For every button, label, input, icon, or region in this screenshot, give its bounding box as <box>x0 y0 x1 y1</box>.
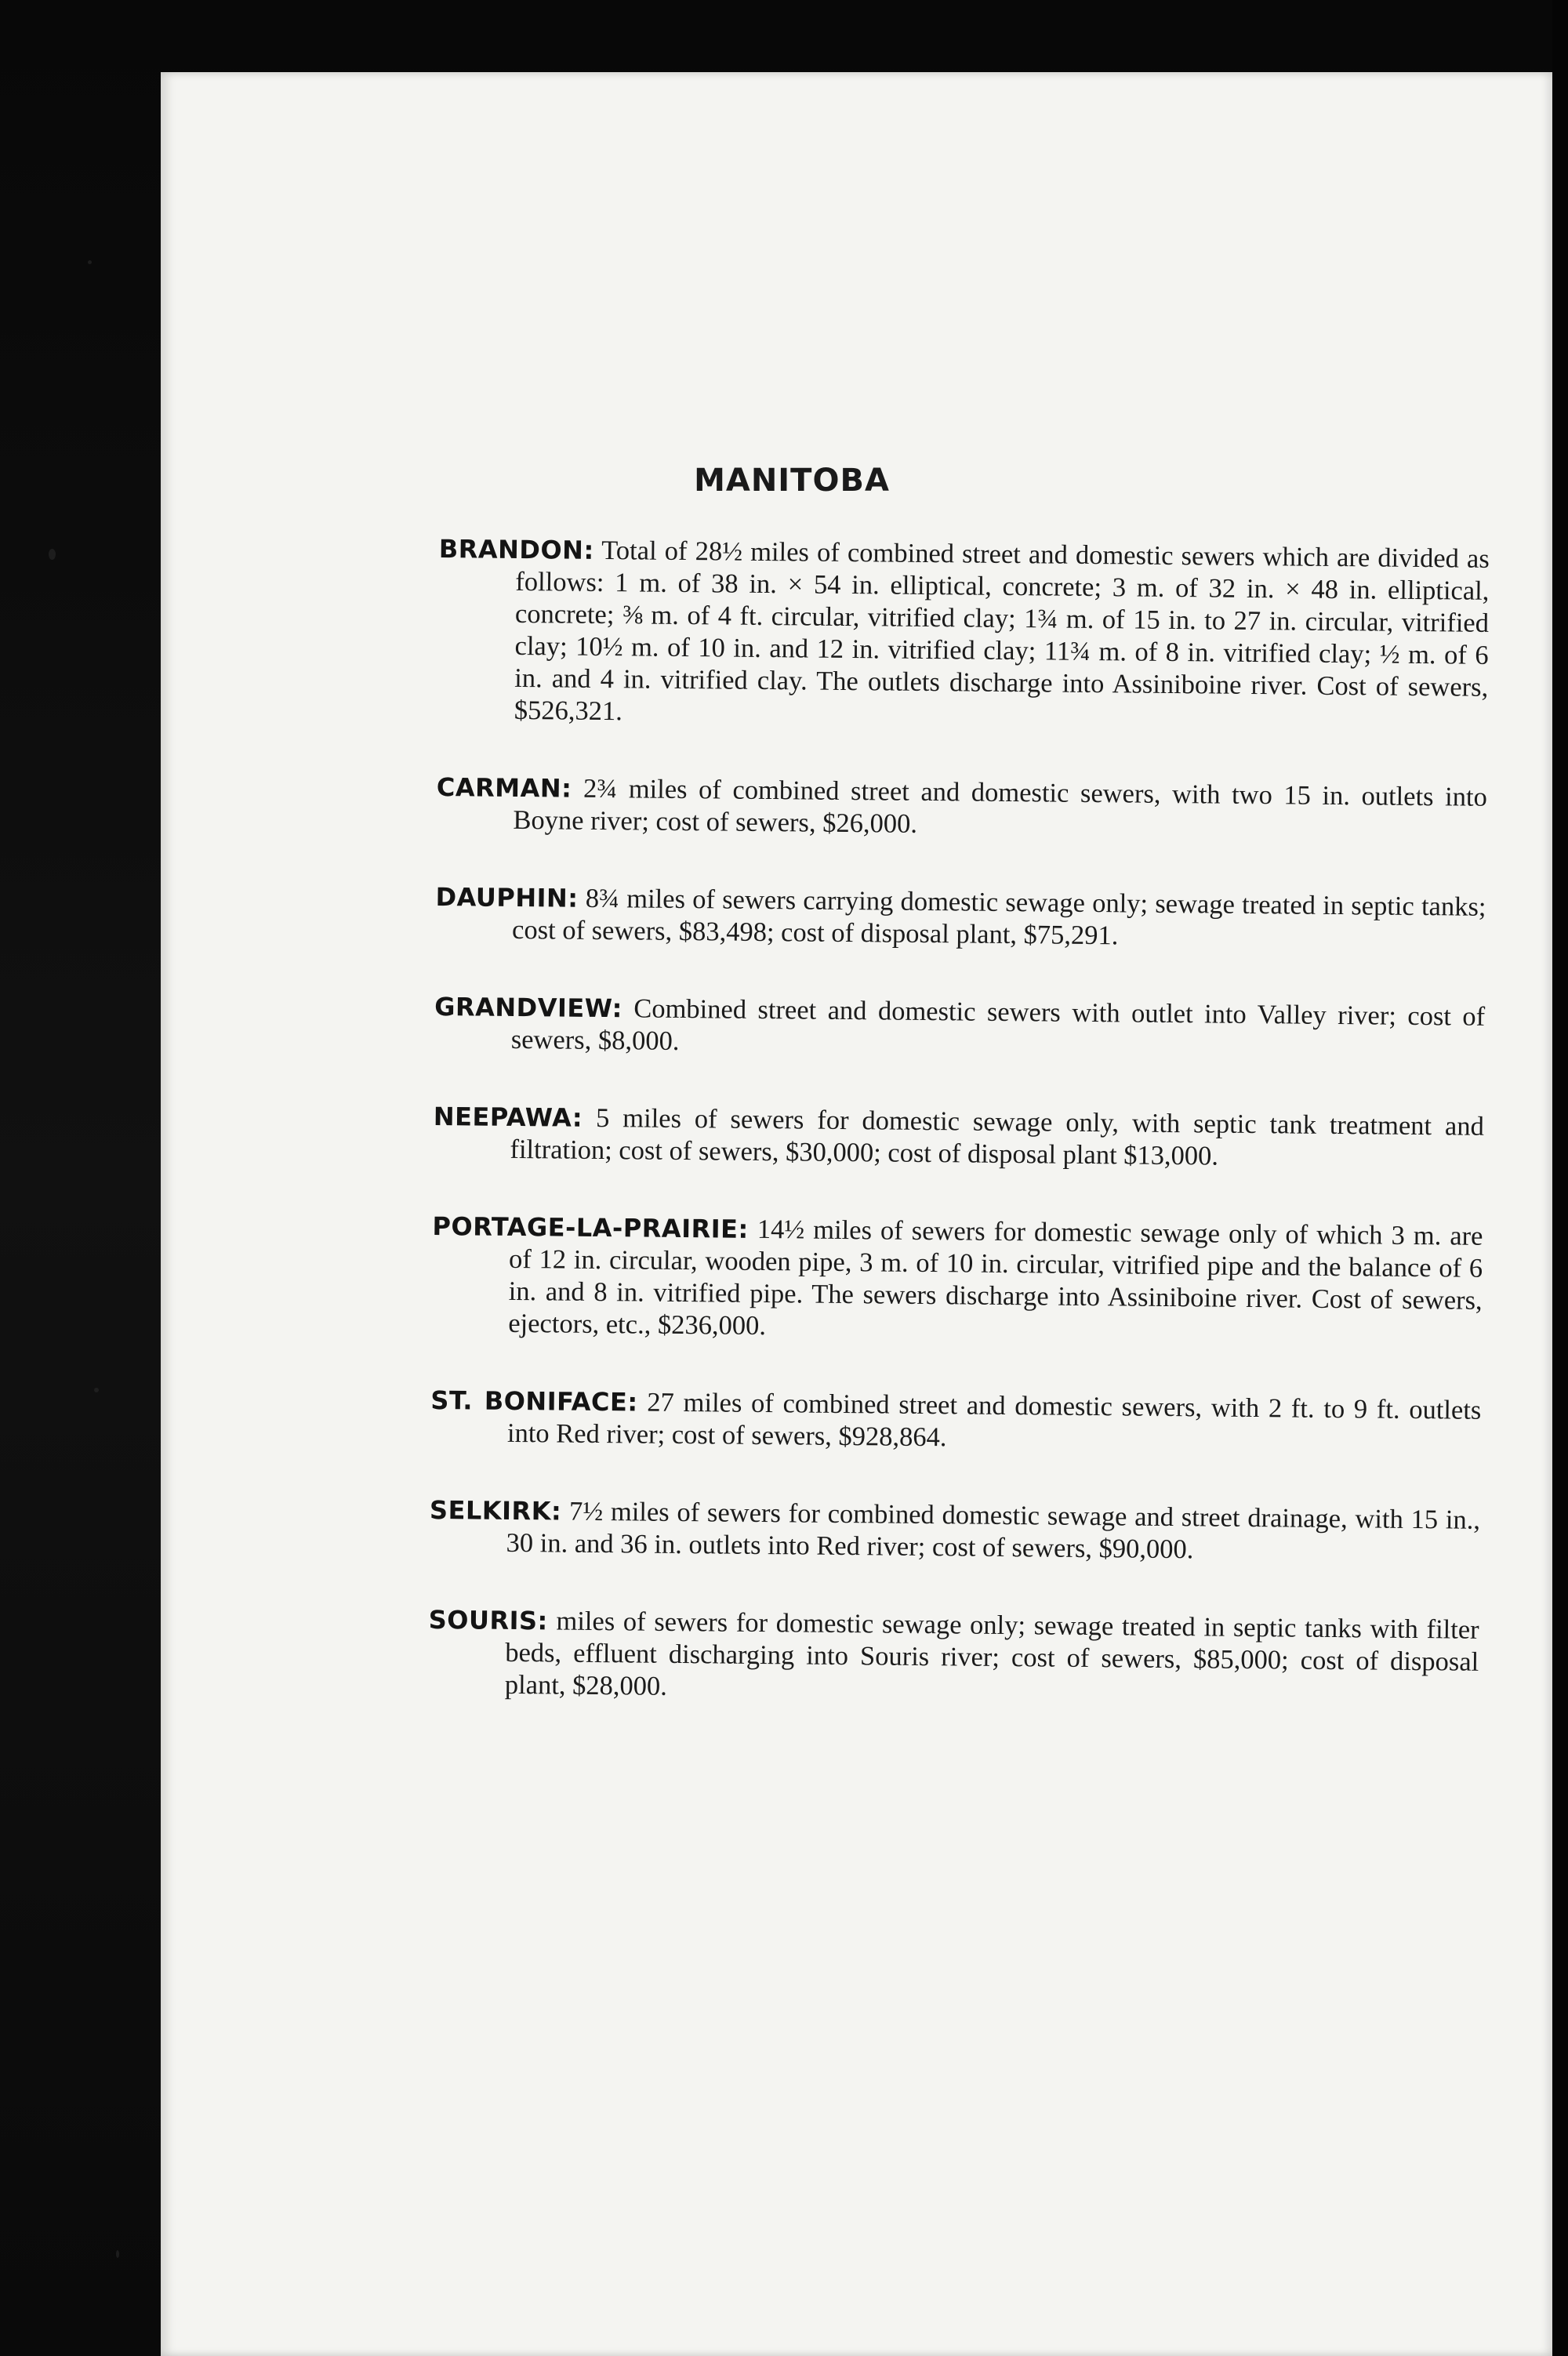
entry-text: 14½ miles of sewers for domestic sewage only of which 3 m. are of 12 in. circular, wooden pipe, 3 m. of 10 in. circular, vitrified pipe and the balance of 6 in. and 8 in. vitrified pipe. The sewers discharge into Assiniboine river. Cost of sewers, ejectors, etc., $236,000. <box>508 1214 1483 1341</box>
place-name: ST. BONIFACE: <box>430 1385 638 1418</box>
place-name: GRANDVIEW: <box>434 991 623 1024</box>
entry-text: Total of 28½ miles of combined street and domestic sewers which are divided as follows: 1 m. of 38 in. × 54 in. elliptical, concrete; 3 m. of 32 in. × 48 in. elliptical, concrete; ⅜ m. of 4 ft. circular, vitrified clay; 1¾ m. of 15 in. to 27 in. circular, vitrified clay; 10½ m. of 10 in. and 12 in. vitrified clay; 11¾ m. of 8 in. vitrified clay; ½ m. of 6 in. and 4 in. vitrified clay. The outlets discharge into Assiniboine river. Cost of sewers, $526,321. <box>514 535 1490 727</box>
place-name: SELKIRK: <box>429 1494 562 1526</box>
place-name: DAUPHIN: <box>435 881 579 913</box>
scan-border <box>1552 0 1568 2356</box>
entry-selkirk <box>429 1494 1480 1569</box>
entry-carman <box>436 771 1487 846</box>
entry-st-boniface <box>430 1385 1482 1459</box>
entry-text: 2¾ miles of combined street and domestic sewers, with two 15 in. outlets into Boyne river; cost of sewers, $26,000. <box>513 773 1488 839</box>
page-title: MANITOBA <box>694 463 890 499</box>
entry-text: 27 miles of combined street and domestic sewers, with 2 ft. to 9 ft. outlets into Red river; cost of sewers, $928,864. <box>506 1387 1482 1453</box>
entry-text: 5 miles of sewers for domestic sewage only, with septic tank treatment and filtration; cost of sewers, $30,000; cost of disposal plant $13,000. <box>510 1102 1484 1171</box>
entry-text: miles of sewers for domestic sewage only; sewage treated in septic tanks with filter beds, effluent discharging into Souris river; cost of sewers, $85,000; cost of disposal plant, $28,000. <box>504 1606 1479 1701</box>
entry-neepawa <box>433 1101 1484 1175</box>
place-name: SOURIS: <box>428 1604 548 1636</box>
entry-portage-la-prairie <box>431 1211 1483 1349</box>
place-name: CARMAN: <box>436 771 572 804</box>
entry-text: 8¾ miles of sewers carrying domestic sewage only; sewage treated in septic tanks; cost of sewers, $83,498; cost of disposal plant, $75,291. <box>511 883 1486 951</box>
place-name: BRANDON: <box>438 533 594 565</box>
entry-dauphin <box>435 881 1486 956</box>
place-name: NEEPAWA: <box>433 1101 583 1133</box>
entry-text: Combined street and domestic sewers with outlet into Valley river; cost of sewers, $8,000. <box>510 993 1486 1056</box>
entry-brandon <box>437 533 1490 736</box>
entry-souris <box>428 1604 1479 1711</box>
entry-grandview <box>434 991 1486 1065</box>
entry-text: 7½ miles of sewers for combined domestic sewage and street drainage, with 15 in., 30 in. and 36 in. outlets into Red river; cost of sewers, $90,000. <box>506 1496 1481 1565</box>
entry-list <box>428 533 1490 1711</box>
place-name: PORTAGE-LA-PRAIRIE: <box>432 1211 749 1244</box>
